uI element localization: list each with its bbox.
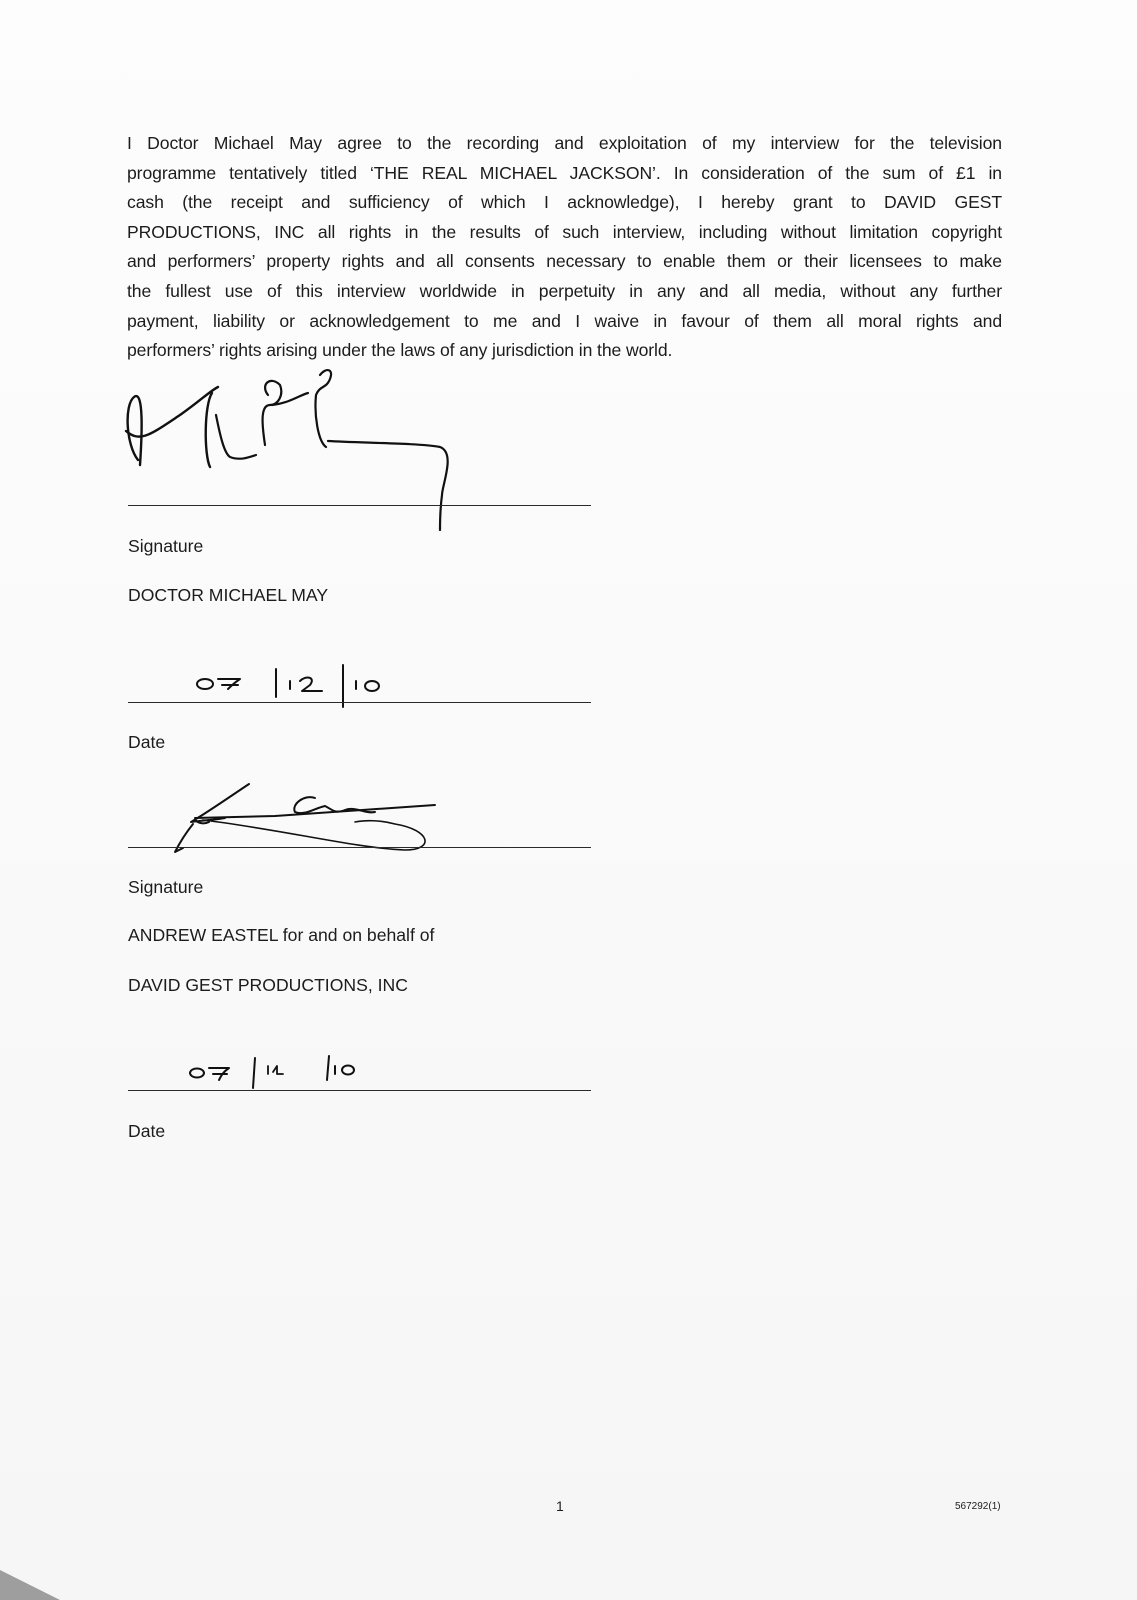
signatory-2-name: ANDREW EASTEL for and on behalf of bbox=[128, 925, 435, 945]
paragraph-line: and performers’ property rights and all consents necessary to enable them or their licensees to make bbox=[127, 251, 1002, 272]
signature-michael-may bbox=[120, 365, 480, 535]
date-line-1 bbox=[128, 702, 591, 703]
paragraph-line: payment, liability or acknowledgement to me and I waive in favour of them all moral rights and bbox=[127, 310, 1002, 331]
paragraph-line: programme tentatively titled ‘THE REAL MICHAEL JACKSON’. In consideration of the sum of £1 in bbox=[127, 162, 1002, 183]
paragraph-line: cash (the receipt and sufficiency of which I acknowledge), I hereby grant to DAVID GEST bbox=[127, 192, 1002, 213]
paragraph-line: the fullest use of this interview worldwide in perpetuity in any and all media, without any further bbox=[127, 280, 1002, 301]
handwritten-date-1 bbox=[190, 655, 410, 705]
paragraph-line: I Doctor Michael May agree to the recording and exploitation of my interview for the television bbox=[127, 133, 1002, 153]
date-label-1: Date bbox=[128, 732, 166, 752]
signatory-1-name: DOCTOR MICHAEL MAY bbox=[128, 585, 329, 605]
date-line-2 bbox=[128, 1090, 591, 1091]
signature-andrew-eastel bbox=[165, 780, 455, 860]
signature-label-1: Signature bbox=[128, 536, 204, 556]
date-label-2: Date bbox=[128, 1121, 166, 1141]
document-reference: 567292(1) bbox=[955, 1501, 1001, 1512]
signature-label-2: Signature bbox=[128, 877, 204, 897]
paragraph-line: performers’ rights arising under the laws of any jurisdiction in the world. bbox=[127, 340, 673, 361]
agreement-paragraph bbox=[127, 129, 1002, 366]
signature-line-1 bbox=[128, 505, 591, 506]
signatory-2-company: DAVID GEST PRODUCTIONS, INC bbox=[128, 975, 408, 995]
paragraph-line: PRODUCTIONS, INC all rights in the results of such interview, including without limitation copyright bbox=[127, 221, 1002, 242]
page-number: 1 bbox=[556, 1498, 564, 1514]
signature-line-2 bbox=[128, 847, 591, 848]
page-corner-fold bbox=[0, 1570, 60, 1600]
handwritten-date-2 bbox=[185, 1050, 385, 1095]
